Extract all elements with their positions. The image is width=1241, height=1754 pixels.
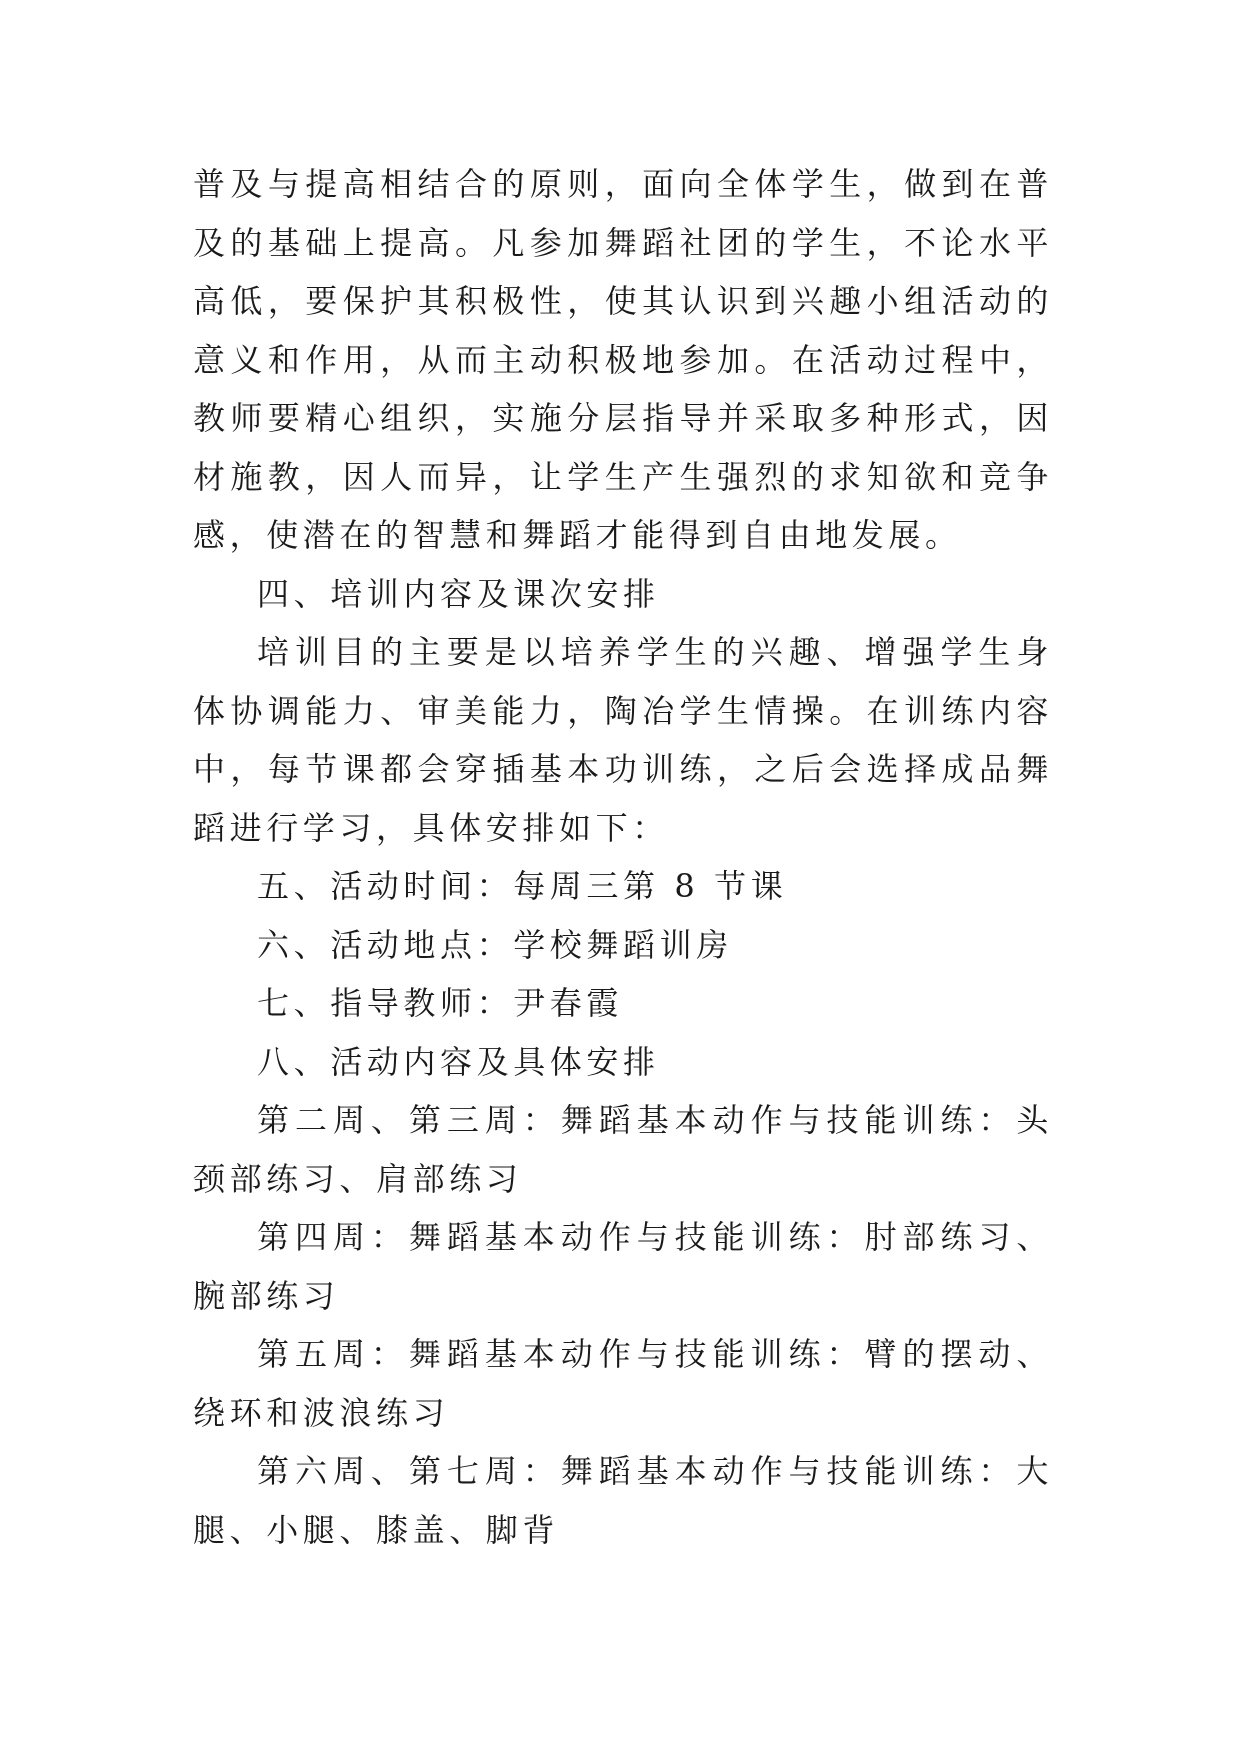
schedule-week-2-3: 第二周、第三周：舞蹈基本动作与技能训练：头颈部练习、肩部练习: [193, 1101, 1053, 1198]
heading-activity-schedule: 八、活动内容及具体安排: [257, 1042, 660, 1081]
schedule-week-5: 第五周：舞蹈基本动作与技能训练：臂的摆动、绕环和波浪练习: [193, 1335, 1053, 1432]
paragraph-training-goal: 培训目的主要是以培养学生的兴趣、增强学生身体协调能力、审美能力，陶冶学生情操。在训练内容中，每节课都会穿插基本功训练，之后会选择成品舞蹈进行学习，具体安排如下：: [193, 633, 1053, 847]
schedule-week-4: 第四周：舞蹈基本动作与技能训练：肘部练习、腕部练习: [193, 1218, 1053, 1315]
item-activity-location: 六、活动地点：学校舞蹈训房: [257, 925, 733, 964]
item-activity-time: 五、活动时间：每周三第 8 节课: [257, 867, 788, 905]
item-instructor: 七、指导教师：尹春霞: [257, 984, 624, 1022]
schedule-week-6-7: 第六周、第七周：舞蹈基本动作与技能训练：大腿、小腿、膝盖、脚背: [193, 1452, 1053, 1549]
heading-training-content: 四、培训内容及课次安排: [257, 574, 660, 613]
paragraph-principle-continued: 普及与提高相结合的原则，面向全体学生，做到在普及的基础上提高。凡参加舞蹈社团的学生，不论水平高低，要保护其积极性，使其认识到兴趣小组活动的意义和作用，从而主动积极地参加。在活动过程中，教师要精心组织，实施分层指导并采取多种形式，因材施教，因人而异，让学生产生强烈的求知欲和竞争感，使潜在的智慧和舞蹈才能得到自由地发展。: [193, 165, 1053, 554]
document-body: [193, 155, 1053, 1559]
